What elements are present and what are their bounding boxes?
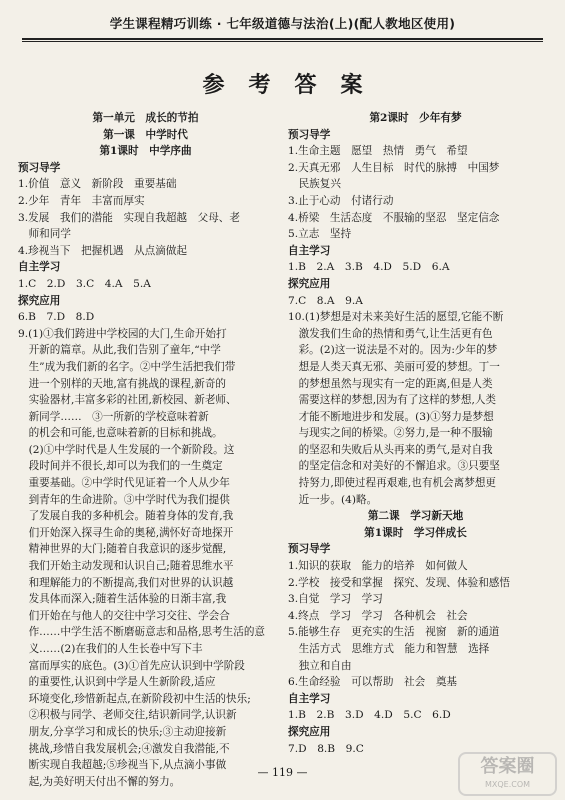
answer-line: 需要这样的梦想,因为有了这样的梦想,人类	[288, 394, 497, 407]
answer-line: 重要基础。②中学时代见证着一个人从少年	[18, 477, 230, 490]
answer-line: 富而厚实的底色。(3)①首先应认识到中学阶段	[18, 659, 245, 672]
subsection-label: 自主学习	[18, 261, 61, 274]
answer-line: 环境变化,珍惜新起点,在新阶段初中生活的快乐;	[18, 692, 251, 705]
running-header: 学生课程精巧训练 · 七年级道德与法治(上)(配人教地区使用)	[109, 16, 456, 31]
answer-line: 才能不断地进步和发展。(3)①努力是梦想	[288, 410, 494, 423]
subsection-label: 预习导学	[288, 128, 331, 141]
answer-line: 挑战,珍惜自我发展机会;④激发自我潜能,不	[18, 742, 230, 755]
answer-line: 2.学校 接受和掌握 探究、发现、体验和感悟	[288, 576, 510, 589]
section-heading: 第一课 中学时代	[103, 128, 188, 141]
answer-line: 4.终点 学习 学习 各种机会 社会	[288, 609, 468, 622]
answer-line: 生活方式 思维方式 能力和智慧 选择	[288, 643, 490, 655]
answer-line: 的重要性,认识到中学是人生新阶段,适应	[18, 676, 216, 689]
answer-line: 和理解能力的不断提高,我们对世界的认识越	[18, 576, 234, 589]
section-heading: 第1课时 中学序曲	[99, 145, 192, 158]
answer-line: 想是人类天真无邪、美丽可爱的梦想。丁一	[288, 360, 500, 373]
answer-line: 进一个别样的天地,富有挑战的课程,新奇的	[18, 377, 227, 390]
section-heading: 第一单元 成长的节拍	[92, 112, 199, 124]
answer-line: 4.桥梁 生活态度 不服输的坚忍 坚定信念	[288, 211, 500, 224]
answer-line: 民族复兴	[288, 178, 341, 191]
answer-line: 持努力,即使过程再艰难,也有机会离梦想更	[288, 477, 497, 490]
answer-line: 9.(1)①我们跨进中学校园的大门,生命开始打	[18, 327, 227, 340]
watermark-logo	[458, 752, 557, 796]
answer-line: 1.知识的获取 能力的培养 如何做人	[288, 560, 468, 573]
answer-line: 1.B 2.B 3.D 4.D 5.C 6.D	[288, 709, 451, 722]
answer-line: 3.止于心动 付诸行动	[288, 194, 394, 207]
section-heading: 第2课时 少年有梦	[369, 112, 462, 124]
section-heading: 第二课 学习新天地	[367, 510, 464, 523]
watermark-sub: MXQE.COM	[484, 780, 531, 789]
answer-line: 7.C 8.A 9.A	[288, 294, 363, 307]
header-rule	[22, 38, 543, 40]
answer-line: 们开始在与他人的交往中学习交往、学会合	[18, 609, 230, 622]
answer-line: 发具体而深入;随着生活体验的日渐丰富,我	[18, 593, 227, 606]
answer-line: 彩。(2)这一说法是不对的。因为:少年的梦	[288, 344, 498, 357]
answer-line: 们开始深入探寻生命的奥秘,满怀好奇地探开	[18, 526, 234, 539]
answer-line: 6.B 7.D 8.D	[18, 311, 95, 324]
page-number: — 119 —	[257, 766, 308, 779]
answer-line: 生”成为我们新的名字。②中学生活把我们带	[18, 360, 236, 373]
answer-line: 2.少年 青年 丰富而厚实	[18, 194, 145, 207]
subsection-label: 自主学习	[288, 244, 331, 257]
right-column	[288, 110, 543, 757]
subsection-label: 探究应用	[288, 725, 331, 738]
answer-line: 开新的篇章。从此,我们告别了童年,“中学	[18, 344, 221, 357]
answer-line: 4.珍视当下 把握机遇 从点滴做起	[18, 244, 188, 257]
left-column	[18, 110, 273, 790]
subsection-label: 预习导学	[18, 161, 61, 174]
section-heading: 第1课时 学习伴成长	[364, 526, 467, 539]
answer-line: 2.天真无邪 人生目标 时代的脉搏 中国梦	[288, 161, 500, 174]
answer-line: 我们开始主动发现和认识自己;随着思维水平	[18, 560, 234, 573]
answer-line: 了发展自我的多种机会。随着身体的发育,我	[18, 510, 234, 523]
watermark-text: 答案圈	[480, 756, 535, 777]
answer-line: 起,为美好明天付出不懈的努力。	[18, 775, 181, 788]
header-rule-thin	[22, 41, 543, 42]
answer-line: 1.B 2.A 3.B 4.D 5.D 6.A	[288, 261, 450, 274]
answer-line: 独立和自由	[288, 659, 352, 672]
answer-line: 近一步。(4)略。	[288, 493, 378, 506]
answer-line: 实验器材,丰富多彩的社团,新校园、新老师、	[18, 394, 237, 407]
answer-line: 1.C 2.D 3.C 4.A 5.A	[18, 277, 151, 290]
answer-line: 师和同学	[18, 228, 71, 241]
answer-line: 的梦想虽然与现实有一定的距离,但是人类	[288, 377, 493, 390]
answer-line: 朋友,分享学习和成长的快乐;③主动迎接新	[18, 725, 227, 738]
answer-line: 新同学…… ③一所新的学校意味着新	[18, 410, 209, 423]
answer-line: 的机会和可能,也意味着新的目标和挑战。	[18, 427, 223, 440]
subsection-label: 预习导学	[288, 543, 331, 556]
answer-line: 1.价值 意义 新阶段 重要基础	[18, 178, 177, 191]
answer-line: 作……中学生活不断磨砺意志和品格,思考生活的意	[18, 626, 266, 639]
answer-line: 10.(1)梦想是对未来美好生活的愿望,它能不断	[288, 311, 504, 324]
page-title: 参考答案	[202, 72, 387, 98]
answer-line: ②积极与同学、老师交往,结识新同学,认识新	[18, 709, 237, 722]
answer-line: 段时间并不很长,却可以为我们的一生奠定	[18, 460, 223, 473]
answer-line: 的坚忍和失败后从头再来的勇气,是对自我	[288, 443, 493, 456]
subsection-label: 自主学习	[288, 692, 331, 705]
answer-line: 7.D 8.B 9.C	[288, 742, 364, 755]
answer-line: (2)①中学时代是人生发展的一个新阶段。这	[18, 443, 235, 456]
answer-line: 5.立志 坚持	[288, 228, 352, 241]
answer-line: 激发我们生命的热情和勇气,让生活更有色	[288, 327, 493, 340]
answer-line: 断实现自我超越;⑤珍视当下,从点滴小事做	[18, 759, 227, 772]
answer-line: 到青年的生命进阶。③中学时代为我们提供	[18, 493, 230, 506]
answer-line: 3.自觉 学习 学习	[288, 593, 383, 606]
answer-line: 的坚定信念和对美好的不懈追求。③只要坚	[288, 460, 500, 473]
answer-line: 精神世界的大门;随着自我意识的逐步觉醒,	[18, 543, 227, 556]
answer-line: 6.生命经验 可以帮助 社会 奠基	[288, 676, 458, 689]
answer-line: 1.生命主题 愿望 热情 勇气 希望	[288, 145, 468, 158]
answer-line: 5.能够生存 更充实的生活 视窗 新的通道	[288, 626, 500, 639]
answer-line: 义……(2)在我们的人生长卷中写下丰	[18, 643, 203, 655]
subsection-label: 探究应用	[288, 277, 331, 290]
answer-line: 3.发展 我们的潜能 实现自我超越 父母、老	[18, 211, 240, 224]
answer-line: 与现实之间的桥梁。②努力,是一种不服输	[288, 427, 493, 440]
subsection-label: 探究应用	[18, 294, 61, 307]
